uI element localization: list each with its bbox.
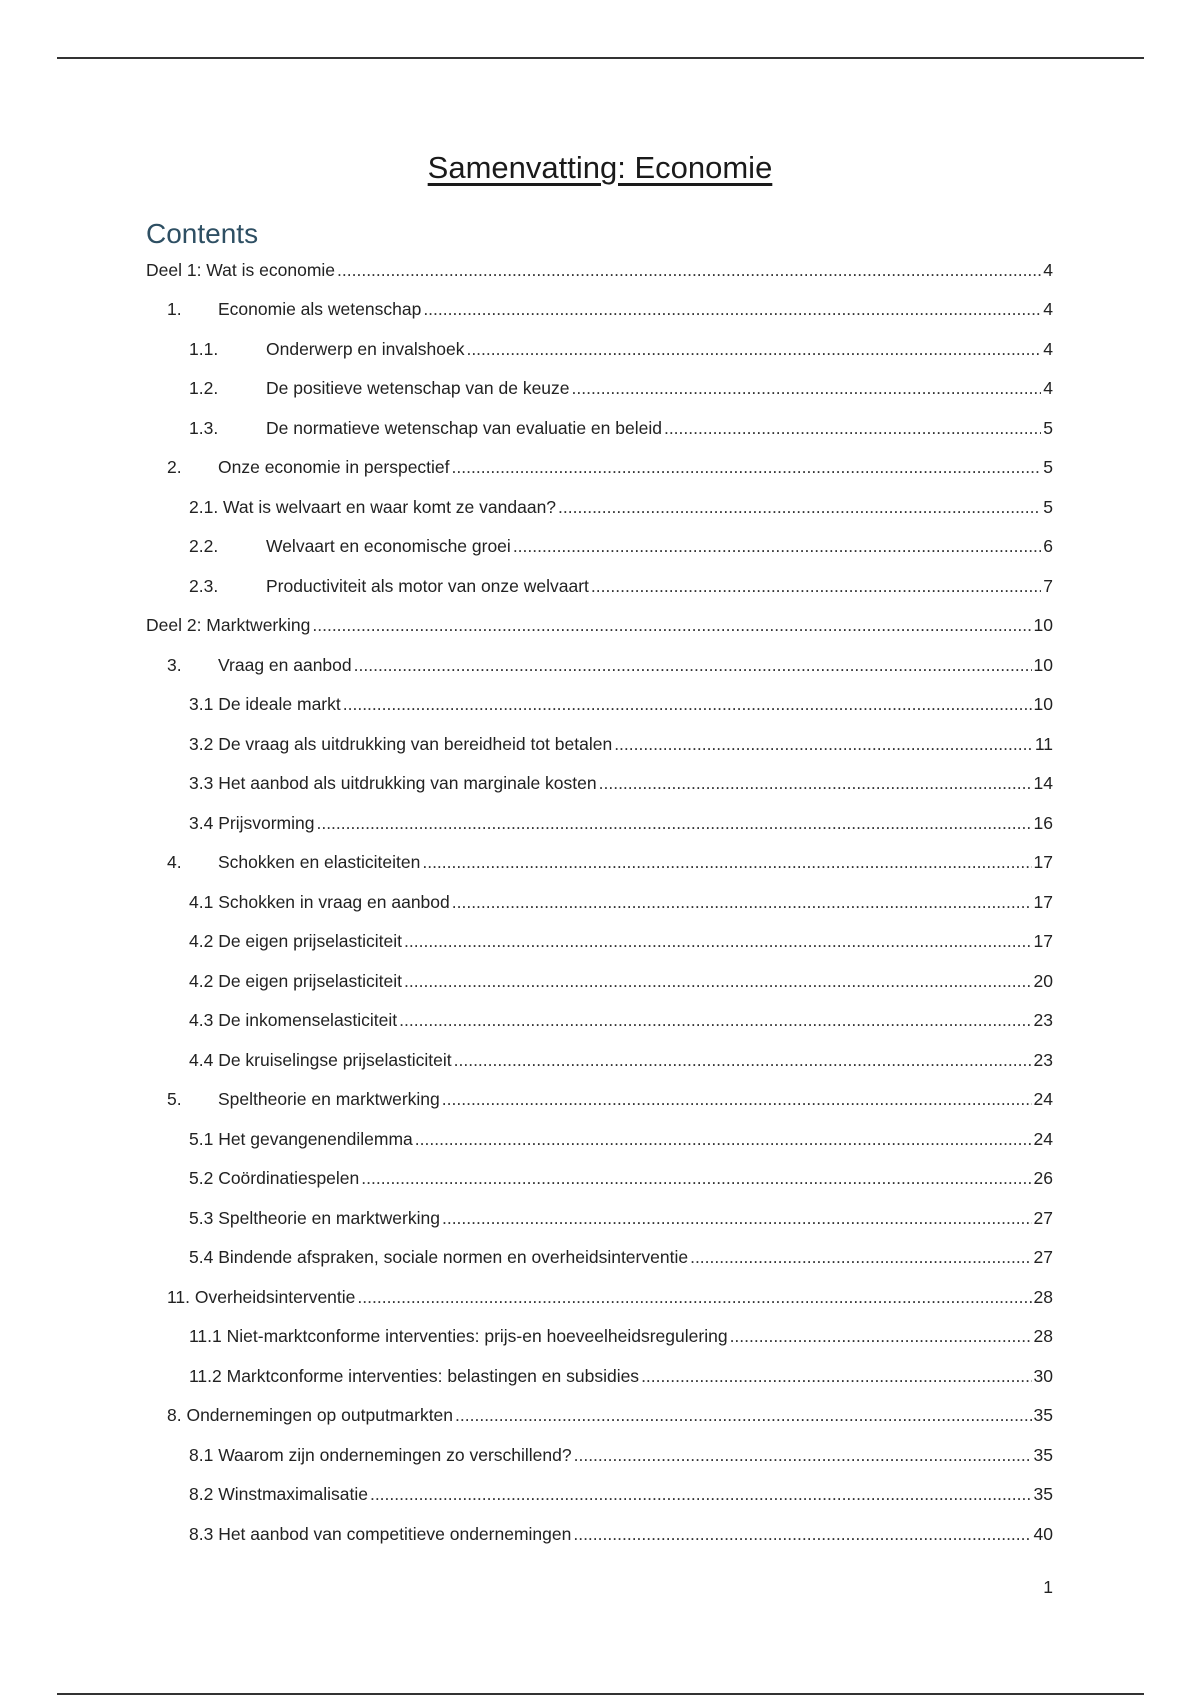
toc-entry[interactable] [189, 1165, 1053, 1191]
toc-page: 16 [1033, 813, 1053, 833]
toc-leader [415, 1126, 1032, 1152]
toc-label: Schokken en elasticiteiten [218, 852, 421, 872]
toc-page: 4 [1043, 299, 1053, 319]
toc-entry[interactable] [167, 296, 1053, 322]
toc-entry[interactable] [167, 1086, 1053, 1112]
toc-label: Onderwerp en invalshoek [266, 339, 465, 359]
toc-entry[interactable] [189, 691, 1053, 717]
page-number: 1 [1043, 1577, 1053, 1597]
toc-number: 2.3. [189, 576, 219, 596]
toc-page: 10 [1033, 655, 1053, 675]
toc-label: Onze economie in perspectief [218, 457, 450, 477]
toc-page: 10 [1033, 615, 1053, 635]
toc-label: Speltheorie en marktwerking [218, 1089, 440, 1109]
toc-page: 4 [1043, 260, 1053, 280]
toc-entry[interactable] [189, 770, 1053, 796]
footer-rule [57, 1693, 1144, 1695]
toc-page: 4 [1043, 378, 1053, 398]
toc-leader [422, 849, 1031, 875]
toc-entry[interactable] [189, 573, 1053, 599]
toc-entry[interactable] [167, 652, 1053, 678]
toc-entry[interactable] [189, 1244, 1053, 1270]
toc-leader [558, 494, 1041, 520]
toc-leader [354, 652, 1032, 678]
toc-number: 1.3. [189, 418, 219, 438]
toc-page: 28 [1033, 1326, 1053, 1346]
toc-entry[interactable] [167, 1402, 1053, 1428]
toc-label: De normatieve wetenschap van evaluatie en beleid [266, 418, 662, 438]
toc-entry[interactable] [189, 1205, 1053, 1231]
toc-label: 4.2 De eigen prijselasticiteit [189, 931, 403, 951]
toc-page: 40 [1033, 1524, 1053, 1544]
toc-leader [513, 533, 1041, 559]
toc-entry[interactable] [167, 1284, 1053, 1310]
toc-leader [399, 1007, 1031, 1033]
toc-label: 5.1 Het gevangenendilemma [189, 1129, 413, 1149]
toc-entry[interactable] [189, 968, 1053, 994]
toc-label: Deel 2: Marktwerking [146, 615, 311, 635]
header-rule [57, 57, 1144, 59]
toc-leader [316, 810, 1031, 836]
toc-leader [466, 336, 1041, 362]
toc-leader [442, 1086, 1032, 1112]
document-title: Samenvatting: Economie [427, 150, 773, 185]
toc-entry[interactable] [189, 810, 1053, 836]
toc-label: Economie als wetenschap [218, 299, 422, 319]
toc-label: Vraag en aanbod [218, 655, 352, 675]
toc-leader [404, 968, 1032, 994]
toc-leader [404, 928, 1032, 954]
toc-label: 8.1 Waarom zijn ondernemingen zo verschillend? [189, 1445, 572, 1465]
toc-page: 11 [1034, 734, 1053, 754]
toc-leader [454, 1047, 1032, 1073]
toc-entry[interactable] [189, 533, 1053, 559]
toc-page: 20 [1033, 971, 1053, 991]
toc-entry[interactable] [189, 375, 1053, 401]
toc-entry[interactable] [189, 1047, 1053, 1073]
toc-number: 2. [167, 457, 182, 477]
toc-leader [455, 1402, 1032, 1428]
toc-label: 4.1 Schokken in vraag en aanbod [189, 892, 450, 912]
toc-entry[interactable] [167, 454, 1053, 480]
toc-page: 5 [1043, 418, 1053, 438]
toc-entry[interactable] [146, 257, 1053, 283]
toc-leader [370, 1481, 1032, 1507]
toc-page: 6 [1043, 536, 1053, 556]
toc-page: 23 [1033, 1010, 1053, 1030]
toc-number: 1.2. [189, 378, 219, 398]
toc-leader [690, 1244, 1031, 1270]
toc-page: 17 [1033, 852, 1053, 872]
toc-page: 26 [1033, 1168, 1053, 1188]
toc-number: 5. [167, 1089, 182, 1109]
toc-entry[interactable] [189, 1521, 1053, 1547]
toc-label: 4.2 De eigen prijselasticiteit [189, 971, 403, 991]
toc-entry[interactable] [146, 612, 1053, 638]
toc-page: 10 [1033, 694, 1053, 714]
toc-leader [423, 296, 1041, 322]
toc-label: 11.2 Marktconforme interventies: belastingen en subsidies [189, 1366, 640, 1386]
toc-page: 30 [1033, 1366, 1053, 1386]
toc-entry[interactable] [189, 1323, 1053, 1349]
toc-page: 24 [1033, 1129, 1053, 1149]
toc-entry[interactable] [189, 415, 1053, 441]
toc-page: 27 [1033, 1247, 1053, 1267]
toc-leader [337, 257, 1041, 283]
toc-leader [442, 1205, 1032, 1231]
toc-label: De positieve wetenschap van de keuze [266, 378, 570, 398]
toc-page: 17 [1033, 931, 1053, 951]
toc-label: Productiviteit als motor van onze welvaart [266, 576, 589, 596]
toc-page: 35 [1033, 1445, 1053, 1465]
toc-entry[interactable] [189, 889, 1053, 915]
toc-label: 3.4 Prijsvorming [189, 813, 315, 833]
toc-page: 7 [1043, 576, 1053, 596]
toc-entry[interactable] [189, 1442, 1053, 1468]
toc-label: 4.3 De inkomenselasticiteit [189, 1010, 398, 1030]
toc-leader [664, 415, 1041, 441]
toc-page: 35 [1033, 1405, 1053, 1425]
toc-label: Welvaart en economische groei [266, 536, 511, 556]
toc-leader [452, 889, 1032, 915]
toc-page: 27 [1033, 1208, 1053, 1228]
toc-label: 3.3 Het aanbod als uitdrukking van marginale kosten [189, 773, 597, 793]
toc-leader [599, 770, 1032, 796]
toc-label: 11. Overheidsinterventie [167, 1287, 356, 1307]
toc-number: 4. [167, 852, 182, 872]
toc-label: 11.1 Niet-marktconforme interventies: prijs-en hoeveelheidsregulering [189, 1326, 728, 1346]
toc-leader [343, 691, 1032, 717]
toc-page: 24 [1033, 1089, 1053, 1109]
toc-leader [361, 1165, 1031, 1191]
toc-number: 1. [167, 299, 182, 319]
toc-number: 1.1. [189, 339, 219, 359]
toc-label: Deel 1: Wat is economie [146, 260, 336, 280]
toc-leader [357, 1284, 1031, 1310]
toc-page: 4 [1043, 339, 1053, 359]
toc-entry[interactable] [189, 494, 1053, 520]
toc-label: 5.3 Speltheorie en marktwerking [189, 1208, 440, 1228]
toc-label: 8.2 Winstmaximalisatie [189, 1484, 368, 1504]
toc-number: 2.2. [189, 536, 219, 556]
toc-entry[interactable] [189, 336, 1053, 362]
toc-entry[interactable] [189, 731, 1053, 757]
toc-entry[interactable] [189, 928, 1053, 954]
toc-entry[interactable] [189, 1007, 1053, 1033]
toc-entry[interactable] [189, 1363, 1053, 1389]
toc-page: 28 [1033, 1287, 1053, 1307]
toc-page: 17 [1033, 892, 1053, 912]
toc-leader [573, 1521, 1031, 1547]
toc-leader [312, 612, 1031, 638]
toc-number: 3. [167, 655, 182, 675]
toc-label: 3.1 De ideale markt [189, 694, 341, 714]
contents-heading: Contents [146, 218, 259, 249]
toc-leader [591, 573, 1041, 599]
toc-leader [614, 731, 1033, 757]
toc-leader [641, 1363, 1031, 1389]
toc-page: 23 [1033, 1050, 1053, 1070]
toc-label: 8. Ondernemingen op outputmarkten [167, 1405, 454, 1425]
toc-label: 5.4 Bindende afspraken, sociale normen en overheidsinterventie [189, 1247, 689, 1267]
toc-page: 5 [1043, 457, 1053, 477]
toc-entry[interactable] [189, 1126, 1053, 1152]
toc-entry[interactable] [167, 849, 1053, 875]
toc-page: 35 [1033, 1484, 1053, 1504]
toc-label: 3.2 De vraag als uitdrukking van bereidheid tot betalen [189, 734, 613, 754]
toc-label: 2.1. Wat is welvaart en waar komt ze vandaan? [189, 497, 557, 517]
toc-leader [572, 375, 1042, 401]
toc-page: 5 [1043, 497, 1053, 517]
toc-label: 5.2 Coördinatiespelen [189, 1168, 360, 1188]
toc-leader [730, 1323, 1032, 1349]
toc-page: 14 [1033, 773, 1053, 793]
toc-label: 4.4 De kruiselingse prijselasticiteit [189, 1050, 452, 1070]
toc-leader [574, 1442, 1032, 1468]
toc-label: 8.3 Het aanbod van competitieve ondernemingen [189, 1524, 572, 1544]
toc-leader [452, 454, 1042, 480]
toc-entry[interactable] [189, 1481, 1053, 1507]
